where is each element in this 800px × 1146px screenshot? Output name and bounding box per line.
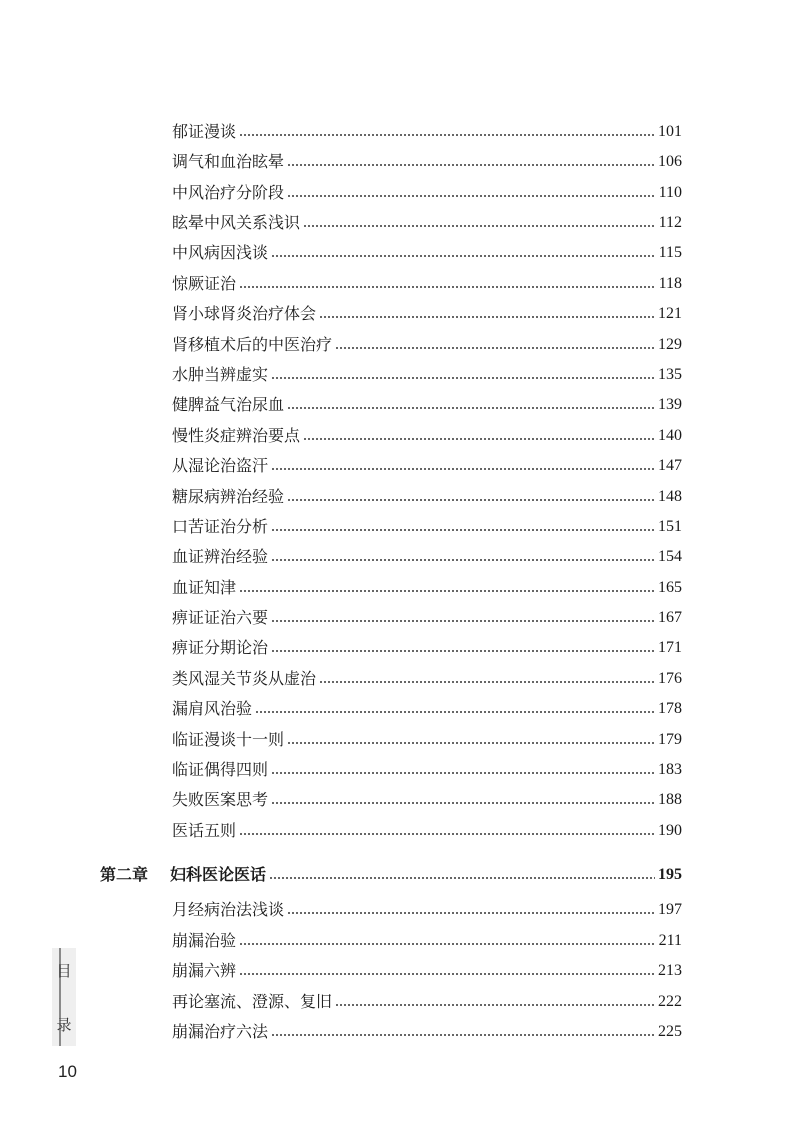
- toc-entry-page: 121: [658, 305, 682, 322]
- dot-leader: [303, 438, 655, 440]
- dot-leader: [239, 134, 655, 136]
- toc-entry-page: 135: [658, 366, 682, 383]
- toc-entry[interactable]: [172, 990, 682, 1014]
- toc-entry[interactable]: [172, 545, 682, 569]
- side-tab-char-2: 录: [56, 1016, 72, 1034]
- chapter-page: 195: [658, 866, 682, 883]
- toc-entry[interactable]: [172, 150, 682, 174]
- dot-leader: [271, 559, 655, 561]
- toc-entry[interactable]: [172, 697, 682, 721]
- toc-entry-page: 140: [658, 427, 682, 444]
- toc-entry[interactable]: [172, 788, 682, 812]
- toc-entry-page: 110: [658, 184, 682, 201]
- dot-leader: [239, 590, 655, 592]
- toc-entry-title: 临证偶得四则: [172, 760, 269, 779]
- toc-entry-title: 慢性炎症辨治要点: [172, 426, 301, 445]
- dot-leader: [319, 681, 655, 683]
- toc-entry-page: 176: [658, 670, 682, 687]
- toc-entry-page: 222: [658, 993, 682, 1010]
- toc-entry[interactable]: [172, 120, 682, 144]
- toc-entry-page: 115: [658, 244, 682, 261]
- toc-entry-page: 154: [658, 548, 682, 565]
- chapter-label: 第二章: [100, 865, 149, 884]
- toc-entry[interactable]: [172, 576, 682, 600]
- toc-entry-title: 调气和血治眩晕: [172, 152, 285, 171]
- toc-entry-title: 中风治疗分阶段: [172, 183, 285, 202]
- toc-entry[interactable]: [172, 393, 682, 417]
- toc-entry[interactable]: [172, 454, 682, 478]
- toc-entry-title: 崩漏治验: [172, 931, 237, 950]
- toc-entry-title: 血证辨治经验: [172, 547, 269, 566]
- dot-leader: [239, 833, 655, 835]
- toc-entry-title: 糖尿病辨治经验: [172, 487, 285, 506]
- toc-entry[interactable]: [172, 363, 682, 387]
- toc-entry[interactable]: [172, 181, 682, 205]
- dot-leader: [239, 943, 656, 945]
- dot-leader: [271, 377, 655, 379]
- toc-entry-page: 129: [658, 336, 682, 353]
- toc-entry-page: 151: [658, 518, 682, 535]
- dot-leader: [271, 620, 655, 622]
- toc-entry[interactable]: [172, 758, 682, 782]
- toc-entry[interactable]: [172, 272, 682, 296]
- toc-entry-title: 月经病治法浅谈: [172, 900, 285, 919]
- dot-leader: [287, 912, 655, 914]
- toc-chapter[interactable]: [100, 863, 682, 887]
- toc-entry[interactable]: [172, 898, 682, 922]
- toc-entry-title: 健脾益气治尿血: [172, 395, 285, 414]
- dot-leader: [239, 286, 656, 288]
- toc-entry-title: 口苦证治分析: [172, 517, 269, 536]
- toc-entry-title: 再论塞流、澄源、复旧: [172, 992, 333, 1011]
- dot-leader: [255, 711, 655, 713]
- dot-leader: [239, 973, 655, 975]
- dot-leader: [271, 1034, 655, 1036]
- toc-entry-page: 188: [658, 791, 682, 808]
- toc-entry[interactable]: [172, 929, 682, 953]
- dot-leader: [335, 1004, 655, 1006]
- toc-entry-page: 190: [658, 822, 682, 839]
- dot-leader: [287, 499, 655, 501]
- dot-leader: [335, 347, 655, 349]
- toc-entry-page: 139: [658, 396, 682, 413]
- toc-entry[interactable]: [172, 211, 682, 235]
- dot-leader: [287, 195, 656, 197]
- toc-entry-page: 179: [658, 731, 682, 748]
- toc-entry-title: 崩漏治疗六法: [172, 1022, 269, 1041]
- toc-entry-title: 漏肩风治验: [172, 699, 253, 718]
- toc-entry[interactable]: [172, 667, 682, 691]
- side-tab-char-1: 目: [56, 962, 72, 980]
- toc-entry[interactable]: [172, 1020, 682, 1044]
- toc-entry[interactable]: [172, 302, 682, 326]
- toc-entry-title: 从湿论治盗汗: [172, 456, 269, 475]
- dot-leader: [271, 255, 656, 257]
- dot-leader: [271, 468, 655, 470]
- toc-entry-page: 183: [658, 761, 682, 778]
- toc-entry-title: 中风病因浅谈: [172, 243, 269, 262]
- dot-leader: [271, 772, 655, 774]
- dot-leader: [319, 316, 655, 318]
- toc-entry[interactable]: [172, 241, 682, 265]
- dot-leader: [303, 225, 656, 227]
- toc-entry-title: 类风湿关节炎从虚治: [172, 669, 317, 688]
- toc-entry-title: 肾移植术后的中医治疗: [172, 335, 333, 354]
- toc-entry-title: 肾小球肾炎治疗体会: [172, 304, 317, 323]
- toc-entry-page: 106: [658, 153, 682, 170]
- toc-entry[interactable]: [172, 606, 682, 630]
- toc-entry-page: 225: [658, 1023, 682, 1040]
- toc-entry-page: 165: [658, 579, 682, 596]
- toc-entry-title: 水肿当辨虚实: [172, 365, 269, 384]
- page-number: 10: [58, 1062, 77, 1081]
- toc-entry-title: 医话五则: [172, 821, 237, 840]
- toc-entry-page: 118: [658, 275, 682, 292]
- toc-entry-title: 痹证证治六要: [172, 608, 269, 627]
- dot-leader: [287, 164, 655, 166]
- dot-leader: [271, 802, 655, 804]
- toc-entry-page: 101: [658, 123, 682, 140]
- toc-entry[interactable]: [172, 485, 682, 509]
- toc-entry-page: 112: [658, 214, 682, 231]
- toc-entry-title: 郁证漫谈: [172, 122, 237, 141]
- chapter-title: 妇科医论医话: [170, 865, 267, 884]
- dot-leader: [271, 529, 655, 531]
- toc-entry-title: 痹证分期论治: [172, 638, 269, 657]
- toc-entry-page: 213: [658, 962, 682, 979]
- toc-entry-title: 惊厥证治: [172, 274, 237, 293]
- toc-entry[interactable]: [172, 819, 682, 843]
- toc-entry-page: 171: [658, 639, 682, 656]
- toc-entry-title: 崩漏六辨: [172, 961, 237, 980]
- toc-entry-page: 147: [658, 457, 682, 474]
- toc-entry-title: 血证知津: [172, 578, 237, 597]
- toc-entry-page: 197: [658, 901, 682, 918]
- dot-leader: [271, 650, 655, 652]
- toc-entry-page: 178: [658, 700, 682, 717]
- toc-entry[interactable]: [172, 728, 682, 752]
- toc-entry-page: 148: [658, 488, 682, 505]
- toc-entry-title: 临证漫谈十一则: [172, 730, 285, 749]
- toc-entry[interactable]: [172, 959, 682, 983]
- toc-entry-page: 211: [658, 932, 682, 949]
- toc-entry-page: 167: [658, 609, 682, 626]
- toc-entry[interactable]: [172, 333, 682, 357]
- dot-leader: [287, 407, 655, 409]
- dot-leader: [269, 877, 655, 879]
- toc-entry[interactable]: [172, 515, 682, 539]
- toc-entry-title: 眩晕中风关系浅识: [172, 213, 301, 232]
- toc-entry[interactable]: [172, 424, 682, 448]
- dot-leader: [287, 742, 655, 744]
- toc-entry-title: 失败医案思考: [172, 790, 269, 809]
- toc-entry[interactable]: [172, 636, 682, 660]
